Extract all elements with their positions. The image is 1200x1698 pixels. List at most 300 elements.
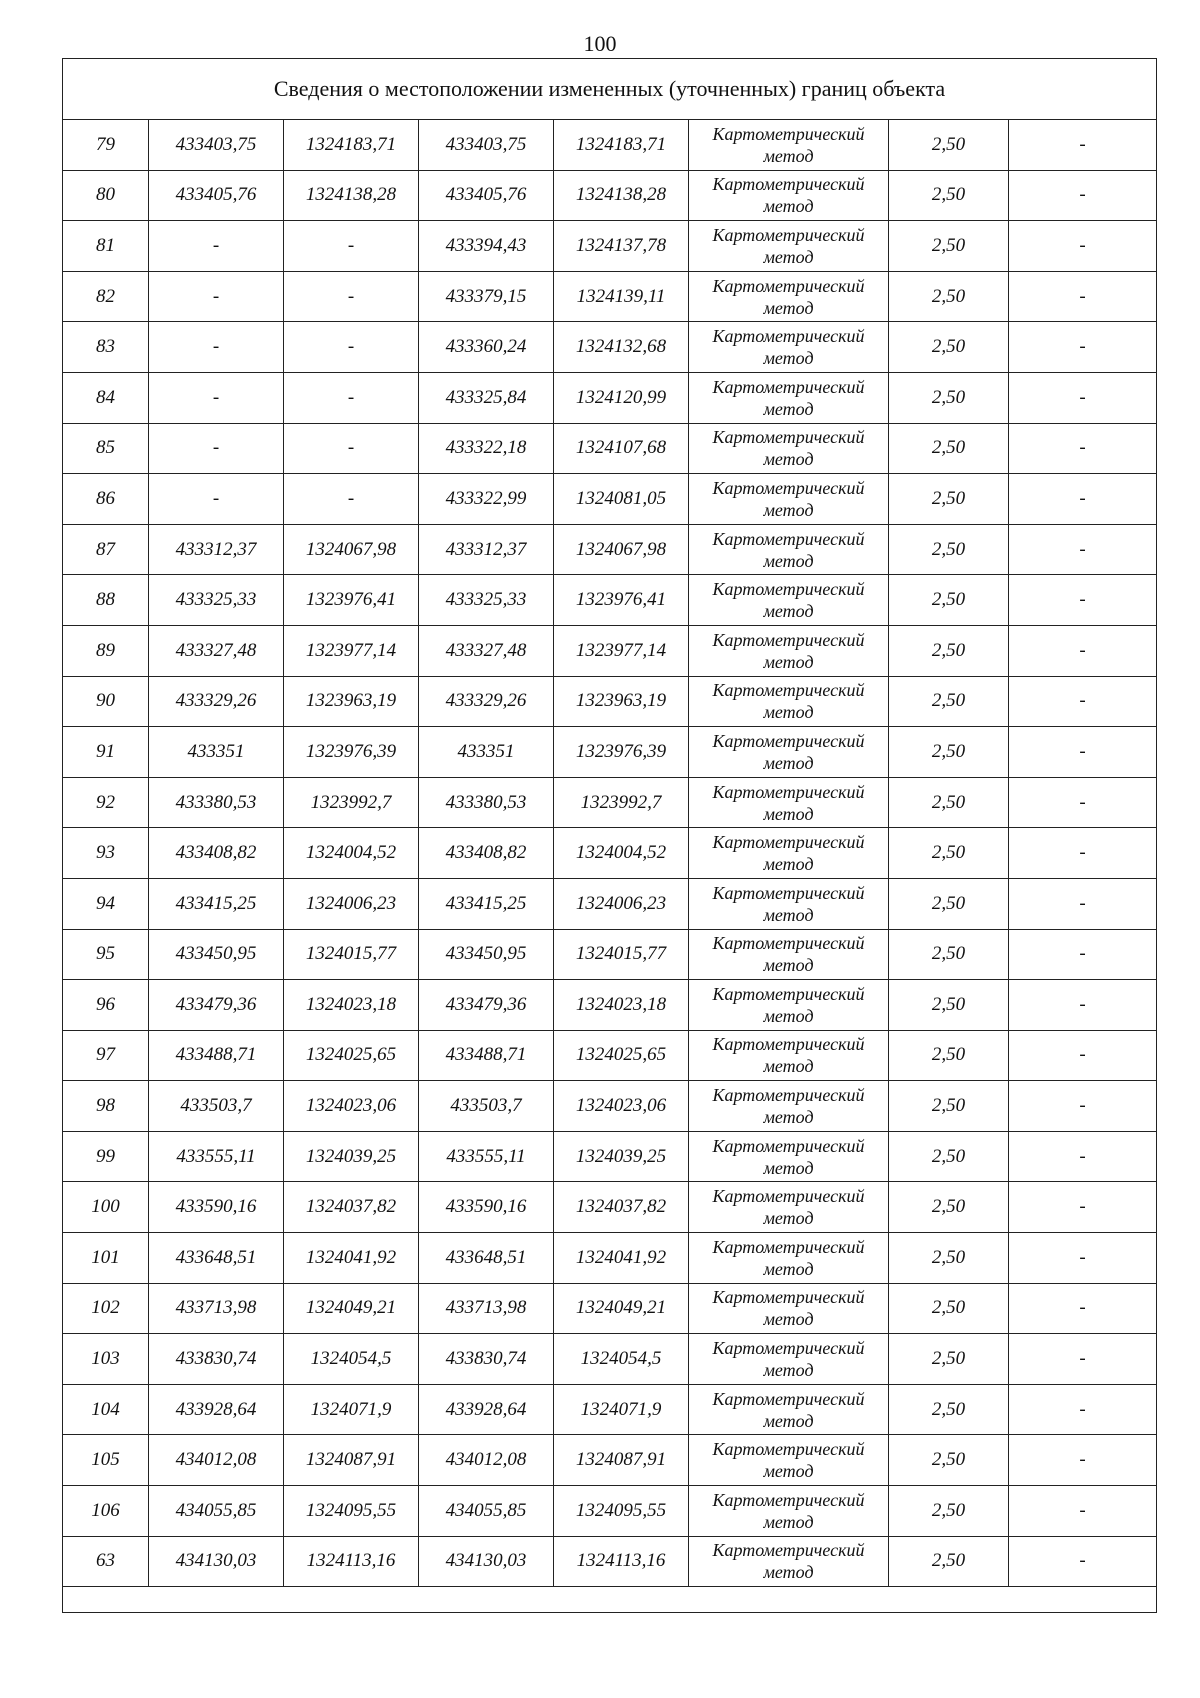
- new-y-cell: 1324006,23: [554, 878, 689, 929]
- new-x-cell: 433322,99: [419, 474, 554, 525]
- point-number-cell: 80: [63, 170, 149, 221]
- method-line-1: Картометрический: [712, 781, 865, 802]
- method-line-2: метод: [763, 803, 814, 824]
- existing-x-cell: 433403,75: [149, 120, 284, 171]
- table-row: [63, 372, 1157, 423]
- existing-y-cell: 1324006,23: [284, 878, 419, 929]
- table-row: [63, 1030, 1157, 1081]
- table-row: [63, 878, 1157, 929]
- accuracy-cell: 2,50: [889, 1233, 1009, 1284]
- existing-y-cell: 1324138,28: [284, 170, 419, 221]
- new-x-cell: 433360,24: [419, 322, 554, 373]
- existing-y-cell: 1324004,52: [284, 828, 419, 879]
- existing-x-cell: 433503,7: [149, 1081, 284, 1132]
- new-y-cell: 1324041,92: [554, 1233, 689, 1284]
- existing-y-cell: 1324039,25: [284, 1131, 419, 1182]
- description-cell: -: [1009, 1384, 1157, 1435]
- table-row: [63, 120, 1157, 171]
- existing-y-cell: -: [284, 423, 419, 474]
- method-cell: [689, 271, 889, 322]
- description-cell: -: [1009, 1131, 1157, 1182]
- method-line-1: Картометрический: [712, 933, 865, 954]
- new-y-cell: 1324107,68: [554, 423, 689, 474]
- accuracy-cell: 2,50: [889, 727, 1009, 778]
- description-cell: -: [1009, 1233, 1157, 1284]
- point-number-cell: 83: [63, 322, 149, 373]
- new-x-cell: 433479,36: [419, 980, 554, 1031]
- new-x-cell: 433394,43: [419, 221, 554, 272]
- point-number-cell: 84: [63, 372, 149, 423]
- method-line-1: Картометрический: [712, 882, 865, 903]
- method-line-2: метод: [763, 1511, 814, 1532]
- method-cell: [689, 524, 889, 575]
- accuracy-cell: 2,50: [889, 1536, 1009, 1587]
- method-line-1: Картометрический: [712, 579, 865, 600]
- method-cell: [689, 1131, 889, 1182]
- method-line-1: Картометрический: [712, 1236, 865, 1257]
- existing-y-cell: 1323976,39: [284, 727, 419, 778]
- table-row: [63, 423, 1157, 474]
- accuracy-cell: 2,50: [889, 1283, 1009, 1334]
- point-number-cell: 88: [63, 575, 149, 626]
- table-row: [63, 170, 1157, 221]
- table-row: [63, 676, 1157, 727]
- new-y-cell: 1324067,98: [554, 524, 689, 575]
- description-cell: -: [1009, 423, 1157, 474]
- existing-x-cell: 433327,48: [149, 625, 284, 676]
- new-y-cell: 1324025,65: [554, 1030, 689, 1081]
- description-cell: -: [1009, 727, 1157, 778]
- point-number-cell: 99: [63, 1131, 149, 1182]
- accuracy-cell: 2,50: [889, 524, 1009, 575]
- accuracy-cell: 2,50: [889, 423, 1009, 474]
- accuracy-cell: 2,50: [889, 1384, 1009, 1435]
- method-line-2: метод: [763, 601, 814, 622]
- description-cell: -: [1009, 980, 1157, 1031]
- existing-y-cell: 1324054,5: [284, 1334, 419, 1385]
- existing-x-cell: 433351: [149, 727, 284, 778]
- existing-y-cell: 1324087,91: [284, 1435, 419, 1486]
- existing-x-cell: -: [149, 423, 284, 474]
- description-cell: -: [1009, 828, 1157, 879]
- method-line-1: Картометрический: [712, 275, 865, 296]
- existing-y-cell: -: [284, 221, 419, 272]
- method-cell: [689, 929, 889, 980]
- method-line-2: метод: [763, 297, 814, 318]
- point-number-cell: 106: [63, 1486, 149, 1537]
- method-line-2: метод: [763, 955, 814, 976]
- existing-y-cell: 1324071,9: [284, 1384, 419, 1435]
- table-row: [63, 524, 1157, 575]
- method-line-2: метод: [763, 145, 814, 166]
- description-cell: -: [1009, 271, 1157, 322]
- method-cell: [689, 120, 889, 171]
- existing-x-cell: -: [149, 221, 284, 272]
- method-line-1: Картометрический: [712, 1287, 865, 1308]
- accuracy-cell: 2,50: [889, 120, 1009, 171]
- method-line-2: метод: [763, 702, 814, 723]
- method-line-2: метод: [763, 651, 814, 672]
- existing-y-cell: -: [284, 322, 419, 373]
- description-cell: -: [1009, 524, 1157, 575]
- method-line-1: Картометрический: [712, 832, 865, 853]
- table-row: [63, 1283, 1157, 1334]
- method-line-1: Картометрический: [712, 477, 865, 498]
- existing-y-cell: 1323976,41: [284, 575, 419, 626]
- existing-x-cell: -: [149, 474, 284, 525]
- accuracy-cell: 2,50: [889, 1131, 1009, 1182]
- accuracy-cell: 2,50: [889, 170, 1009, 221]
- method-cell: [689, 170, 889, 221]
- description-cell: -: [1009, 929, 1157, 980]
- method-line-1: Картометрический: [712, 224, 865, 245]
- method-line-2: метод: [763, 550, 814, 571]
- existing-y-cell: -: [284, 474, 419, 525]
- method-line-2: метод: [763, 499, 814, 520]
- description-cell: -: [1009, 575, 1157, 626]
- existing-x-cell: 433648,51: [149, 1233, 284, 1284]
- new-y-cell: 1324132,68: [554, 322, 689, 373]
- method-cell: [689, 676, 889, 727]
- new-y-cell: 1324049,21: [554, 1283, 689, 1334]
- method-line-1: Картометрический: [712, 1034, 865, 1055]
- boundary-coordinates-table: [62, 58, 1157, 1613]
- table-row: [63, 1536, 1157, 1587]
- accuracy-cell: 2,50: [889, 828, 1009, 879]
- existing-x-cell: 433450,95: [149, 929, 284, 980]
- description-cell: -: [1009, 170, 1157, 221]
- accuracy-cell: 2,50: [889, 1486, 1009, 1537]
- table-row: [63, 575, 1157, 626]
- method-line-1: Картометрический: [712, 427, 865, 448]
- new-x-cell: 433408,82: [419, 828, 554, 879]
- page-number: 100: [583, 31, 617, 56]
- method-cell: [689, 727, 889, 778]
- table-row: [63, 777, 1157, 828]
- new-y-cell: 1324037,82: [554, 1182, 689, 1233]
- method-cell: [689, 221, 889, 272]
- point-number-cell: 81: [63, 221, 149, 272]
- new-x-cell: 433648,51: [419, 1233, 554, 1284]
- method-cell: [689, 372, 889, 423]
- table-row: [63, 1486, 1157, 1537]
- method-line-1: Картометрический: [712, 123, 865, 144]
- method-line-1: Картометрический: [712, 680, 865, 701]
- method-cell: [689, 1030, 889, 1081]
- existing-y-cell: 1323992,7: [284, 777, 419, 828]
- table-row: [63, 929, 1157, 980]
- existing-y-cell: 1324113,16: [284, 1536, 419, 1587]
- new-y-cell: 1324137,78: [554, 221, 689, 272]
- table-row: [63, 1233, 1157, 1284]
- method-line-2: метод: [763, 1461, 814, 1482]
- accuracy-cell: 2,50: [889, 271, 1009, 322]
- empty-footer-cell: [63, 1587, 1157, 1613]
- existing-x-cell: 433830,74: [149, 1334, 284, 1385]
- method-line-1: Картометрический: [712, 629, 865, 650]
- method-line-2: метод: [763, 904, 814, 925]
- new-y-cell: 1324015,77: [554, 929, 689, 980]
- table-row: [63, 727, 1157, 778]
- empty-footer-row: [63, 1587, 1157, 1613]
- new-y-cell: 1324120,99: [554, 372, 689, 423]
- method-line-1: Картометрический: [712, 376, 865, 397]
- existing-x-cell: 433415,25: [149, 878, 284, 929]
- accuracy-cell: 2,50: [889, 777, 1009, 828]
- method-line-2: метод: [763, 449, 814, 470]
- point-number-cell: 104: [63, 1384, 149, 1435]
- method-line-2: метод: [763, 196, 814, 217]
- method-cell: [689, 1081, 889, 1132]
- table-row: [63, 474, 1157, 525]
- point-number-cell: 85: [63, 423, 149, 474]
- description-cell: -: [1009, 322, 1157, 373]
- description-cell: -: [1009, 372, 1157, 423]
- method-cell: [689, 1435, 889, 1486]
- method-line-1: Картометрический: [712, 174, 865, 195]
- existing-x-cell: 433405,76: [149, 170, 284, 221]
- method-line-2: метод: [763, 1309, 814, 1330]
- method-line-1: Картометрический: [712, 1186, 865, 1207]
- new-x-cell: 433503,7: [419, 1081, 554, 1132]
- new-y-cell: 1323963,19: [554, 676, 689, 727]
- new-x-cell: 433450,95: [419, 929, 554, 980]
- method-line-1: Картометрический: [712, 528, 865, 549]
- new-x-cell: 433713,98: [419, 1283, 554, 1334]
- method-line-1: Картометрический: [712, 1489, 865, 1510]
- existing-y-cell: 1324023,06: [284, 1081, 419, 1132]
- method-line-2: метод: [763, 348, 814, 369]
- accuracy-cell: 2,50: [889, 322, 1009, 373]
- new-x-cell: 433590,16: [419, 1182, 554, 1233]
- new-y-cell: 1324113,16: [554, 1536, 689, 1587]
- method-cell: [689, 777, 889, 828]
- table-title-row: [63, 59, 1157, 120]
- existing-x-cell: 433713,98: [149, 1283, 284, 1334]
- new-x-cell: 433403,75: [419, 120, 554, 171]
- description-cell: -: [1009, 1182, 1157, 1233]
- accuracy-cell: 2,50: [889, 1435, 1009, 1486]
- existing-x-cell: 433590,16: [149, 1182, 284, 1233]
- table-title: Сведения о местоположении измененных (уточненных) границ объекта: [63, 59, 1157, 120]
- description-cell: -: [1009, 221, 1157, 272]
- existing-x-cell: 433380,53: [149, 777, 284, 828]
- method-cell: [689, 322, 889, 373]
- existing-y-cell: 1324041,92: [284, 1233, 419, 1284]
- new-x-cell: 433327,48: [419, 625, 554, 676]
- method-cell: [689, 1182, 889, 1233]
- method-line-2: метод: [763, 1056, 814, 1077]
- existing-x-cell: 434012,08: [149, 1435, 284, 1486]
- point-number-cell: 89: [63, 625, 149, 676]
- method-cell: [689, 575, 889, 626]
- method-line-1: Картометрический: [712, 730, 865, 751]
- point-number-cell: 96: [63, 980, 149, 1031]
- accuracy-cell: 2,50: [889, 1030, 1009, 1081]
- description-cell: -: [1009, 120, 1157, 171]
- existing-x-cell: 434055,85: [149, 1486, 284, 1537]
- description-cell: -: [1009, 1081, 1157, 1132]
- new-y-cell: 1323976,39: [554, 727, 689, 778]
- accuracy-cell: 2,50: [889, 929, 1009, 980]
- new-x-cell: 433415,25: [419, 878, 554, 929]
- point-number-cell: 101: [63, 1233, 149, 1284]
- accuracy-cell: 2,50: [889, 372, 1009, 423]
- description-cell: -: [1009, 474, 1157, 525]
- method-cell: [689, 474, 889, 525]
- existing-y-cell: 1323977,14: [284, 625, 419, 676]
- method-line-2: метод: [763, 752, 814, 773]
- new-x-cell: 433325,84: [419, 372, 554, 423]
- point-number-cell: 87: [63, 524, 149, 575]
- description-cell: -: [1009, 1435, 1157, 1486]
- description-cell: -: [1009, 625, 1157, 676]
- table-row: [63, 221, 1157, 272]
- new-y-cell: 1324039,25: [554, 1131, 689, 1182]
- method-cell: [689, 980, 889, 1031]
- new-x-cell: 433379,15: [419, 271, 554, 322]
- method-line-1: Картометрический: [712, 1439, 865, 1460]
- new-x-cell: 433405,76: [419, 170, 554, 221]
- point-number-cell: 105: [63, 1435, 149, 1486]
- method-line-2: метод: [763, 1005, 814, 1026]
- point-number-cell: 91: [63, 727, 149, 778]
- description-cell: -: [1009, 1486, 1157, 1537]
- method-cell: [689, 625, 889, 676]
- new-y-cell: 1324054,5: [554, 1334, 689, 1385]
- method-line-2: метод: [763, 246, 814, 267]
- method-line-1: Картометрический: [712, 1388, 865, 1409]
- existing-x-cell: 433488,71: [149, 1030, 284, 1081]
- new-y-cell: 1324023,06: [554, 1081, 689, 1132]
- accuracy-cell: 2,50: [889, 1334, 1009, 1385]
- existing-x-cell: -: [149, 322, 284, 373]
- new-x-cell: 434130,03: [419, 1536, 554, 1587]
- method-cell: [689, 828, 889, 879]
- new-y-cell: 1324095,55: [554, 1486, 689, 1537]
- table-row: [63, 1081, 1157, 1132]
- method-line-2: метод: [763, 1562, 814, 1583]
- point-number-cell: 102: [63, 1283, 149, 1334]
- existing-y-cell: 1324049,21: [284, 1283, 419, 1334]
- new-x-cell: 433322,18: [419, 423, 554, 474]
- existing-x-cell: 433479,36: [149, 980, 284, 1031]
- new-x-cell: 433325,33: [419, 575, 554, 626]
- method-line-2: метод: [763, 1157, 814, 1178]
- point-number-cell: 82: [63, 271, 149, 322]
- table-row: [63, 980, 1157, 1031]
- table-row: [63, 1384, 1157, 1435]
- description-cell: -: [1009, 1030, 1157, 1081]
- description-cell: -: [1009, 1536, 1157, 1587]
- method-line-1: Картометрический: [712, 1540, 865, 1561]
- description-cell: -: [1009, 1334, 1157, 1385]
- new-x-cell: 433312,37: [419, 524, 554, 575]
- method-line-2: метод: [763, 1410, 814, 1431]
- new-x-cell: 433380,53: [419, 777, 554, 828]
- new-x-cell: 433555,11: [419, 1131, 554, 1182]
- method-line-1: Картометрический: [712, 1135, 865, 1156]
- existing-y-cell: 1324025,65: [284, 1030, 419, 1081]
- table-row: [63, 1182, 1157, 1233]
- accuracy-cell: 2,50: [889, 980, 1009, 1031]
- method-line-1: Картометрический: [712, 1085, 865, 1106]
- new-x-cell: 433830,74: [419, 1334, 554, 1385]
- existing-y-cell: 1324023,18: [284, 980, 419, 1031]
- new-x-cell: 433488,71: [419, 1030, 554, 1081]
- accuracy-cell: 2,50: [889, 676, 1009, 727]
- new-y-cell: 1323977,14: [554, 625, 689, 676]
- table-row: [63, 1435, 1157, 1486]
- existing-x-cell: 433928,64: [149, 1384, 284, 1435]
- method-cell: [689, 1384, 889, 1435]
- point-number-cell: 63: [63, 1536, 149, 1587]
- method-line-1: Картометрический: [712, 1338, 865, 1359]
- new-y-cell: 1324071,9: [554, 1384, 689, 1435]
- point-number-cell: 79: [63, 120, 149, 171]
- new-y-cell: 1324081,05: [554, 474, 689, 525]
- existing-y-cell: -: [284, 372, 419, 423]
- existing-x-cell: 433325,33: [149, 575, 284, 626]
- point-number-cell: 94: [63, 878, 149, 929]
- existing-y-cell: 1324095,55: [284, 1486, 419, 1537]
- description-cell: -: [1009, 1283, 1157, 1334]
- point-number-cell: 92: [63, 777, 149, 828]
- table-row: [63, 271, 1157, 322]
- existing-x-cell: -: [149, 271, 284, 322]
- point-number-cell: 90: [63, 676, 149, 727]
- method-line-2: метод: [763, 1360, 814, 1381]
- existing-y-cell: -: [284, 271, 419, 322]
- method-line-2: метод: [763, 1107, 814, 1128]
- new-y-cell: 1324004,52: [554, 828, 689, 879]
- existing-y-cell: 1324067,98: [284, 524, 419, 575]
- existing-x-cell: 433329,26: [149, 676, 284, 727]
- method-cell: [689, 1536, 889, 1587]
- existing-x-cell: 433408,82: [149, 828, 284, 879]
- method-line-1: Картометрический: [712, 983, 865, 1004]
- method-cell: [689, 1334, 889, 1385]
- new-x-cell: 433351: [419, 727, 554, 778]
- method-line-2: метод: [763, 854, 814, 875]
- point-number-cell: 103: [63, 1334, 149, 1385]
- point-number-cell: 100: [63, 1182, 149, 1233]
- new-x-cell: 433928,64: [419, 1384, 554, 1435]
- table-row: [63, 1334, 1157, 1385]
- method-line-2: метод: [763, 398, 814, 419]
- new-x-cell: 434055,85: [419, 1486, 554, 1537]
- accuracy-cell: 2,50: [889, 221, 1009, 272]
- existing-y-cell: 1324183,71: [284, 120, 419, 171]
- method-line-2: метод: [763, 1208, 814, 1229]
- description-cell: -: [1009, 676, 1157, 727]
- table-row: [63, 322, 1157, 373]
- point-number-cell: 93: [63, 828, 149, 879]
- point-number-cell: 95: [63, 929, 149, 980]
- new-y-cell: 1324023,18: [554, 980, 689, 1031]
- description-cell: -: [1009, 777, 1157, 828]
- new-x-cell: 434012,08: [419, 1435, 554, 1486]
- point-number-cell: 86: [63, 474, 149, 525]
- table-row: [63, 828, 1157, 879]
- method-cell: [689, 1486, 889, 1537]
- new-y-cell: 1324087,91: [554, 1435, 689, 1486]
- accuracy-cell: 2,50: [889, 625, 1009, 676]
- method-line-1: Картометрический: [712, 326, 865, 347]
- new-y-cell: 1324139,11: [554, 271, 689, 322]
- accuracy-cell: 2,50: [889, 575, 1009, 626]
- method-cell: [689, 423, 889, 474]
